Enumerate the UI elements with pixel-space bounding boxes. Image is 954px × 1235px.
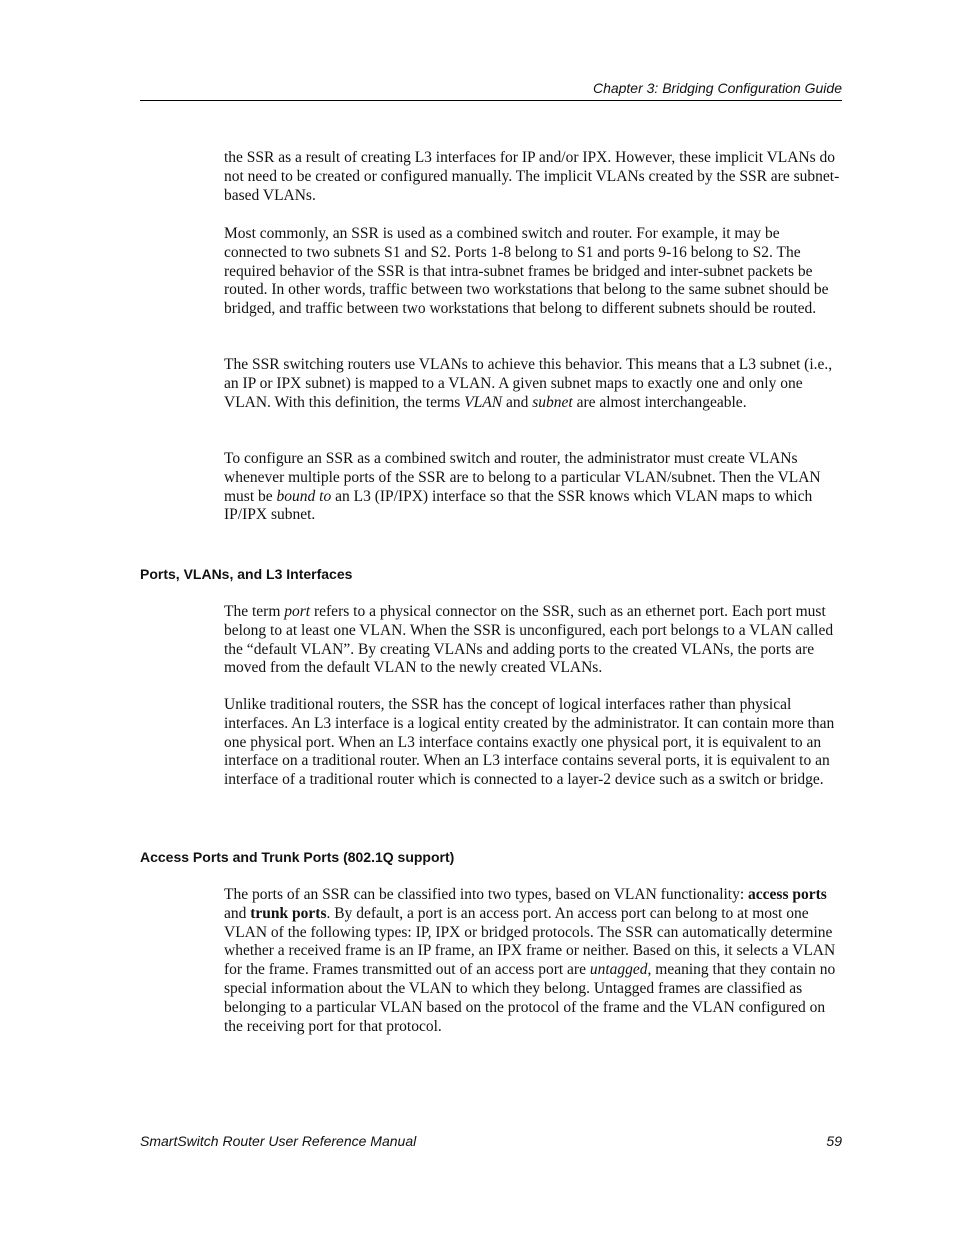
intro-text <box>224 225 844 319</box>
paragraph: The term port refers to a physical connector on the SSR, such as an ethernet port. Each port must belong to at least one VLAN. When the SSR is unconfigured, each port belongs to a VLAN called the “default VLAN”. By creating VLANs and adding ports to the created VLANs, the ports are moved from the default VLAN to the newly created VLANs. <box>224 603 834 677</box>
section-text <box>224 696 844 790</box>
paragraph: Unlike traditional routers, the SSR has the concept of logical interfaces rather than physical interfaces. An L3 interface is a logical entity created by the administrator. It can contain more than one physical port. When an L3 interface contains exactly one physical port, it is equivalent to an interface on a traditional router. When an L3 interface contains several ports, it is equivalent to an interface of a traditional router which is connected to a layer-2 device such as a switch or bridge. <box>224 696 835 789</box>
page-number: 59 <box>826 1133 842 1149</box>
emphasis: port <box>284 603 311 620</box>
paragraph: The ports of an SSR can be classified into two types, based on VLAN functionality: access ports and trunk ports. By default, a port is an access port. An access port can belong to at most one VLAN of the following types: IP, IPX or bridged protocols. The SSR can automatically determine whether a received frame is an IP frame, an IPX frame or neither. Based on this, it selects a VLAN for the frame. Frames transmitted out of an access port are untagged, meaning that they contain no special information about the VLAN to which they belong. Untagged frames are classified as belonging to a particular VLAN based on the protocol of the frame and the VLAN configured on the receiving port for that protocol. <box>224 886 836 1035</box>
section-heading: Ports, VLANs, and L3 Interfaces <box>140 566 353 582</box>
paragraph: the SSR as a result of creating L3 interfaces for IP and/or IPX. However, these implicit VLANs do not need to be created or configured manually. The implicit VLANs created by the SSR are subnet-based VLANs. <box>224 149 840 204</box>
section-heading: Access Ports and Trunk Ports (802.1Q support) <box>140 849 455 865</box>
emphasis: VLAN <box>464 393 503 411</box>
paragraph: Most commonly, an SSR is used as a combined switch and router. For example, it may be connected to two subnets S1 and S2. Ports 1-8 belong to S1 and ports 9-16 belong to S2. The required behavior of the SSR is that intra-subnet frames be bridged and inter-subnet packets be routed. In other words, traffic between two workstations that belong to the same subnet should be bridged, and traffic between two workstations that belong to different subnets should be routed. <box>224 225 829 318</box>
manual-title: SmartSwitch Router User Reference Manual <box>140 1133 417 1149</box>
emphasis: subnet <box>532 393 573 411</box>
intro-text <box>224 450 844 525</box>
emphasis: bound to <box>276 487 332 505</box>
running-header <box>140 78 842 101</box>
intro-text <box>224 356 844 412</box>
strong-term: access ports <box>748 886 827 903</box>
intro-text <box>224 149 844 205</box>
strong-term: trunk ports <box>250 904 327 922</box>
emphasis: untagged <box>589 961 648 979</box>
section-text <box>224 603 844 678</box>
paragraph: The SSR switching routers use VLANs to achieve this behavior. This means that a L3 subnet (i.e., an IP or IPX subnet) is mapped to a VLAN. A given subnet maps to exactly one and only one VLAN. With this definition, the terms VLAN and subnet are almost interchangeable. <box>224 356 833 411</box>
section-text <box>224 886 844 1036</box>
running-footer <box>140 1132 842 1150</box>
running-title: Chapter 3: Bridging Configuration Guide <box>592 80 842 96</box>
paragraph: To configure an SSR as a combined switch and router, the administrator must create VLANs whenever multiple ports of the SSR are to belong to a particular VLAN/subnet. Then the VLAN must be bound to an L3 (IP/IPX) interface so that the SSR knows which VLAN maps to which IP/IPX subnet. <box>224 450 821 524</box>
